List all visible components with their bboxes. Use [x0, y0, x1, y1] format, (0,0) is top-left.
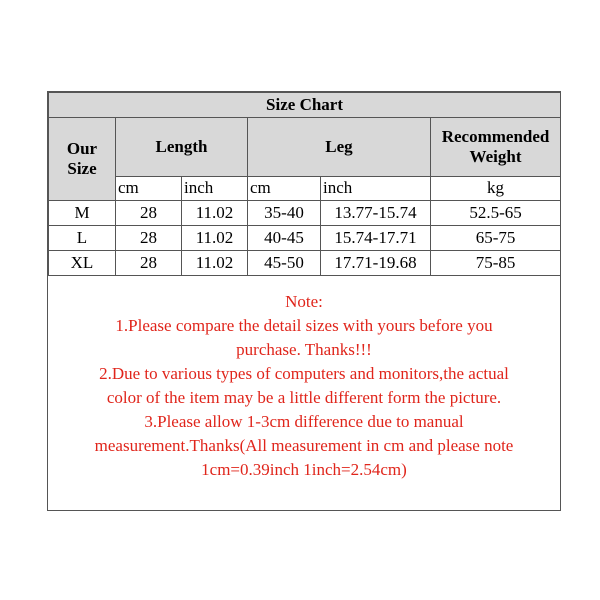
length-inch-cell: 11.02: [182, 201, 248, 226]
leg-cm-cell: 35-40: [248, 201, 321, 226]
table-title: Size Chart: [49, 93, 561, 118]
unit-length-cm: cm: [116, 177, 182, 201]
header-recommended-weight: Recommended Weight: [431, 118, 561, 177]
weight-cell: 65-75: [431, 226, 561, 251]
unit-leg-inch: inch: [321, 177, 431, 201]
table-row: [49, 226, 561, 251]
leg-inch-cell: 13.77-15.74: [321, 201, 431, 226]
weight-cell: 52.5-65: [431, 201, 561, 226]
size-cell: L: [49, 226, 116, 251]
header-our-size: Our Size: [49, 118, 116, 201]
note-line: 2.Due to various types of computers and monitors,the actual: [99, 364, 509, 383]
header-length: Length: [116, 118, 248, 177]
note-section: [48, 281, 560, 510]
header-leg: Leg: [248, 118, 431, 177]
note-line: color of the item may be a little different form the picture.: [106, 388, 502, 407]
unit-weight-kg: kg: [431, 177, 561, 201]
leg-cm-cell: 45-50: [248, 251, 321, 276]
note-line: 1cm=0.39inch 1inch=2.54cm): [201, 460, 407, 479]
unit-leg-cm: cm: [248, 177, 321, 201]
size-cell: M: [49, 201, 116, 226]
note-line: 3.Please allow 1-3cm difference due to manual: [144, 412, 464, 431]
leg-inch-cell: 17.71-19.68: [321, 251, 431, 276]
note-line: 1.Please compare the detail sizes with yours before you: [115, 316, 493, 335]
length-cm-cell: 28: [116, 226, 182, 251]
leg-cm-cell: 40-45: [248, 226, 321, 251]
note-line: measurement.Thanks(All measurement in cm and please note: [94, 436, 514, 455]
note-line: purchase. Thanks!!!: [236, 340, 372, 359]
table-row: [49, 201, 561, 226]
table-row: [49, 251, 561, 276]
weight-cell: 75-85: [431, 251, 561, 276]
size-chart: [47, 91, 561, 511]
size-cell: XL: [49, 251, 116, 276]
length-cm-cell: 28: [116, 251, 182, 276]
leg-inch-cell: 15.74-17.71: [321, 226, 431, 251]
length-inch-cell: 11.02: [182, 226, 248, 251]
size-table: [48, 92, 561, 276]
length-cm-cell: 28: [116, 201, 182, 226]
note-heading: Note:: [285, 292, 323, 311]
length-inch-cell: 11.02: [182, 251, 248, 276]
unit-length-inch: inch: [182, 177, 248, 201]
